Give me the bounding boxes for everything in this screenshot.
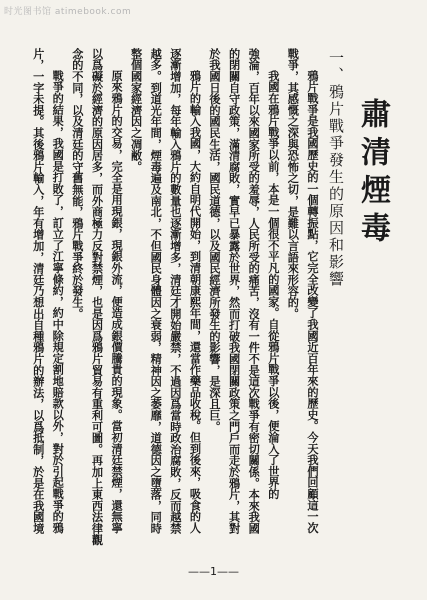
body-text-column: 強淪，百年以來國家所受的羞辱，人民所受的痛苦，沒有一件不是這次戰爭有密切關係。本來我國 [247, 48, 262, 534]
body-text-column: 原來鴉片的交易，完全是用現銀，現銀外流，便造成銀價騰貴的現象。當初清廷禁煙，還無寧 [110, 70, 125, 534]
body-text-column: 片，一字未提。其後鴉片輸入，年有增加，清廷乃想出自種鴉片的辦法，以爲抵制，於是在我國境 [31, 48, 46, 534]
body-text-column: 我國在鴉片戰爭以前，本是一個很不平凡的國家。自從鴉片戰爭以後，便淪入了世界的 [266, 70, 281, 500]
page-title: 肅清煙毒 [355, 98, 390, 250]
body-text-column: 鴉片的輸入我國，大約自明代開始，到清朝康熙年間，還當作藥品收稅。但到後來，吸食的人 [188, 70, 203, 534]
watermark-text: 时光图书馆 atimebook.com [4, 7, 132, 17]
body-text-column: 逐漸增加，每年輸入鴉片的數量也逐漸增多，清廷才開始嚴禁，不過因爲當時政治腐敗，反而越禁 [168, 48, 183, 534]
body-text-column: 的閉關自守政策，滿清腐敗，實早已暴露於世界，然而打破我國閉關政策之門戶而走於鴉片，其對 [227, 48, 242, 534]
section-heading: 一、鴉片戰爭發生的原因和影響 [327, 50, 345, 288]
body-text-column: 整個國家經濟因之凋敝。 [129, 48, 144, 173]
body-text-column: 念的不同，以及清廷的守舊無能，鴉片戰爭終於發生。 [70, 48, 85, 320]
body-text-column: 戰爭的結果，我國是打敗了，訂立了江寧條約，約中除規定割地賠款以外，對於引起戰爭的鴉 [51, 70, 66, 534]
body-text-column: 以爲礙於經濟的原因居多，而外商極力反對禁煙，也是因爲鴉片貿易有重利可圖。再加上東西法律觀 [90, 48, 105, 546]
body-text-column: 於我國日後的國民生活，國民道德，以及國民經濟所發生的影響，是深且巨。 [208, 48, 223, 433]
page-body [24, 48, 393, 548]
body-text-column: 戰爭，其感慨之深與恐怖之切，是難以言語來形容的。 [286, 48, 301, 320]
body-text-column: 鴉片戰爭是我國歷史的一個轉振點，它完全改變了我國近百年來的歷史。今天我們回顧這一次 [306, 70, 320, 534]
body-text-column: 越多。到道光年間，煙毒遍及南北，不但國民身體因之衰弱，精神因之萎靡，道德因之墮落，同時 [149, 48, 164, 534]
page-number: ——1—— [188, 565, 239, 578]
